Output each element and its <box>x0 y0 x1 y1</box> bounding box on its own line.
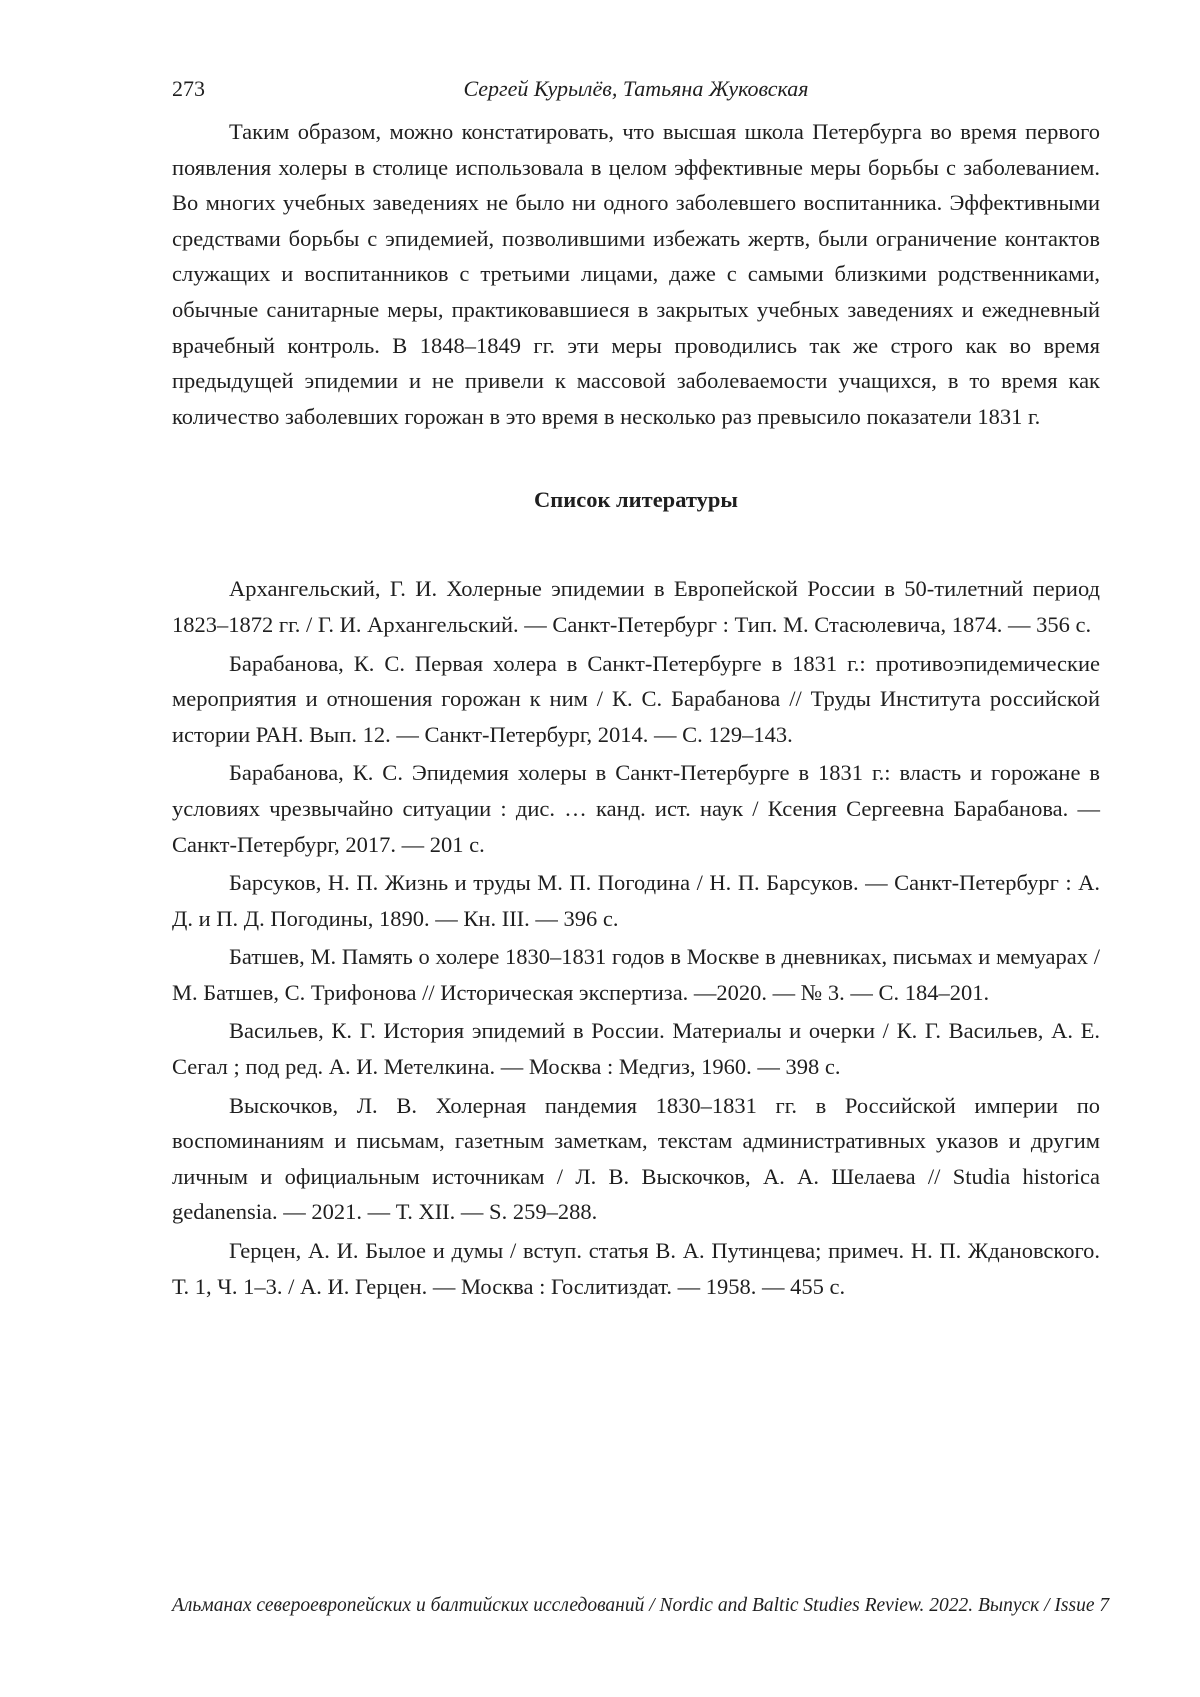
running-header <box>172 72 1100 106</box>
page-number: 273 <box>172 76 205 101</box>
running-footer: Альманах североевропейских и балтийских исследований / Nordic and Baltic Studies Review. 2022. Выпуск / Issue 7 <box>172 1595 1110 1616</box>
reference-item: Барабанова, К. С. Эпидемия холеры в Санкт-Петербурге в 1831 г.: власть и горожане в условиях чрезвычайно ситуации : дис. … канд. ист. наук / Ксения Сергеевна Барабанова. — Санкт-Петербург, 2017. — 201 с. <box>172 760 1100 857</box>
reference-list <box>172 571 1100 1304</box>
reference-item: Барсуков, Н. П. Жизнь и труды М. П. Погодина / Н. П. Барсуков. — Санкт-Петербург : А. Д. и П. Д. Погодины, 1890. — Кн. III. — 396 с. <box>172 870 1100 931</box>
reference-item: Архангельский, Г. И. Холерные эпидемии в Европейской России в 50-тилетний период 1823–1872 гг. / Г. И. Архангельский. — Санкт-Петербург : Тип. М. Стасюлевича, 1874. — 356 с. <box>172 576 1100 637</box>
reference-item: Батшев, М. Память о холере 1830–1831 годов в Москве в дневниках, письмах и мемуарах / М. Батшев, С. Трифонова // Историческая экспертиза. —2020. — № 3. — С. 184–201. <box>172 944 1100 1005</box>
reference-item: Васильев, К. Г. История эпидемий в России. Материалы и очерки / К. Г. Васильев, А. Е. Сегал ; под ред. А. И. Метелкина. — Москва : Медгиз, 1960. — 398 с. <box>172 1018 1100 1080</box>
reference-item: Выскочков, Л. В. Холерная пандемия 1830–1831 гг. в Российской империи по воспоминаниям и письмам, газетным заметкам, текстам административных указов и другим личным и официальным источникам / Л. В. Выскочков, А. А. Шелаева // Studia historica gedanensia. — 2021. — Т. XII. — S. 259–288. <box>172 1092 1100 1225</box>
references-title: Список литературы <box>534 487 738 513</box>
header-authors: Сергей Курылёв, Татьяна Жуковская <box>463 76 809 101</box>
reference-item: Барабанова, К. С. Первая холера в Санкт-Петербурге в 1831 г.: противоэпидемические мероприятия и отношения горожан к ним / К. С. Барабанова // Труды Института российской истории РАН. Вып. 12. — Санкт-Петербург, 2014. — С. 129–143. <box>172 650 1100 747</box>
main-content <box>172 114 1100 1307</box>
body-paragraph: Таким образом, можно констатировать, что высшая школа Петербурга во время первого появления холеры в столице использовала в целом эффективные меры борьбы с заболеванием. Во многих учебных заведениях не было ни одного заболевшего воспитанника. Эффективными средствами борьбы с эпидемией, позволившими избежать жертв, были ограничение контактов служащих и воспитанников с третьими лицами, даже с самыми близкими родственниками, обычные санитарные меры, практиковавшиеся в закрытых учебных заведениях и ежедневный врачебный контроль. В 1848–1849 гг. эти меры проводились так же строго как во время предыдущей эпидемии и не привели к массовой заболеваемости учащихся, в то время как количество заболевших горожан в это время в несколько раз превысило показатели 1831 г. <box>172 119 1100 429</box>
reference-item: Герцен, А. И. Былое и думы / вступ. статья В. А. Путинцева; примеч. Н. П. Ждановского. Т. 1, Ч. 1–3. / А. И. Герцен. — Москва : Гослитиздат. — 1958. — 455 с. <box>172 1238 1100 1299</box>
